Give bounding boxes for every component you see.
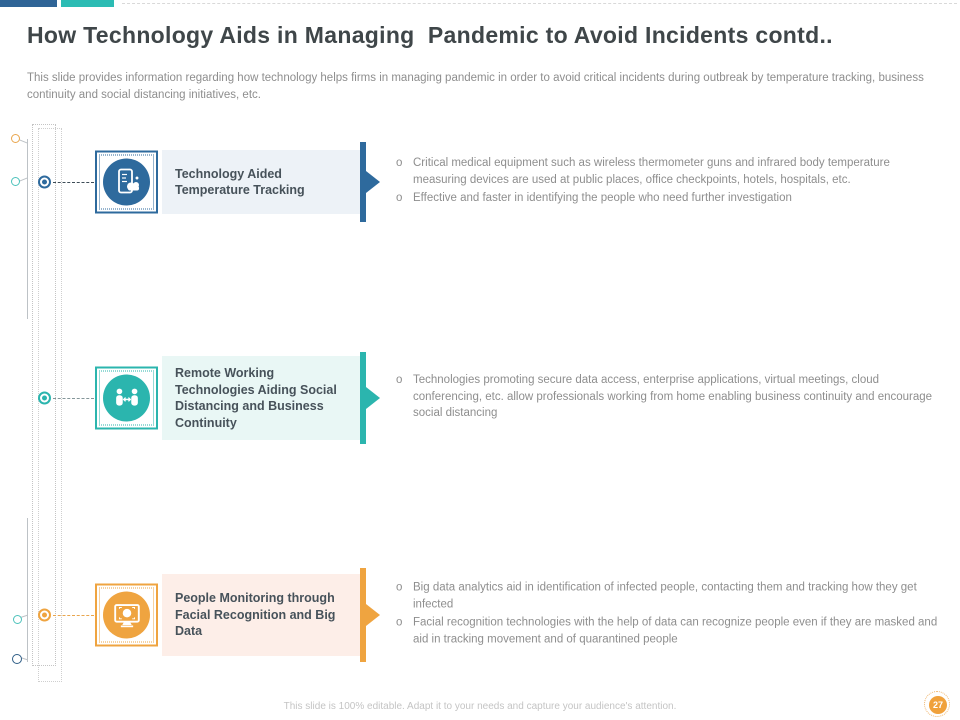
icon-frame xyxy=(95,584,158,647)
label-box xyxy=(162,150,360,214)
bullet-item xyxy=(396,155,944,188)
footer-note: This slide is 100% editable. Adapt it to your needs and capture your audience's attention. xyxy=(283,701,677,712)
social-distancing-icon xyxy=(103,375,150,422)
icon-frame xyxy=(95,367,158,430)
bullet-marker: o xyxy=(396,192,403,205)
bullet-marker: o xyxy=(396,617,403,629)
row-label: People Monitoring through Facial Recognition and Big Data xyxy=(175,591,336,639)
arrow-right-icon xyxy=(366,387,380,409)
row-remote-working xyxy=(0,352,960,444)
rail-dot xyxy=(38,392,51,405)
label-box xyxy=(162,574,360,656)
topbar-teal-segment xyxy=(61,0,114,7)
topbar-navy-segment xyxy=(0,0,57,7)
bullet-marker: o xyxy=(396,156,403,169)
smartphone-temperature-icon xyxy=(103,159,150,206)
dashed-leader-line xyxy=(53,398,94,399)
row-facial-recognition xyxy=(0,568,960,662)
bullet-text: Effective and faster in identifying the people who need further investigation xyxy=(413,192,792,205)
bullet-list xyxy=(396,580,944,651)
bullet-item xyxy=(396,580,944,613)
bullet-text: Technologies promoting secure data access, enterprise applications, virtual meetings, cloud conferencing, etc. allow professionals working from home enabling business continuity and encourage social distancing xyxy=(413,373,933,420)
bullet-text: Facial recognition technologies with the help of data can recognize people even if they are masked and aid in tracking movement and of quarantined people xyxy=(413,617,938,646)
page-subtitle: This slide provides information regarding how technology helps firms in managing pandemic in order to avoid critical incidents during outbreak by temperature tracking, business continuity and social distancing initiatives, etc. xyxy=(27,72,924,102)
rail-dot xyxy=(38,609,51,622)
page-title: How Technology Aids in Managing Pandemic to Avoid Incidents contd.. xyxy=(27,22,833,48)
row-label: Remote Working Technologies Aiding Social Distancing and Business Continuity xyxy=(175,366,337,430)
row-temperature-tracking xyxy=(0,142,960,222)
dashed-leader-line xyxy=(53,182,94,183)
label-box xyxy=(162,356,360,440)
dashed-leader-line xyxy=(53,615,94,616)
bullet-item xyxy=(396,190,944,207)
bullet-text: Critical medical equipment such as wireless thermometer guns and infrared body temperature measuring devices are used at public places, office checkpoints, hotels, hospitals, etc. xyxy=(413,156,890,186)
bullet-item xyxy=(396,615,944,648)
icon-frame xyxy=(95,151,158,214)
bullet-list xyxy=(396,155,944,209)
bullet-marker: o xyxy=(396,373,403,386)
arrow-right-icon xyxy=(366,171,380,193)
arrow-right-icon xyxy=(366,604,380,626)
rail-dot xyxy=(38,176,51,189)
row-label: Technology Aided Temperature Tracking xyxy=(175,166,305,197)
bullet-marker: o xyxy=(396,581,403,594)
bullet-list xyxy=(396,372,944,424)
facial-recognition-monitor-icon xyxy=(103,592,150,639)
bullet-item xyxy=(396,372,944,422)
page-number-badge: 27 xyxy=(929,696,947,714)
topbar-dashed-line xyxy=(122,3,957,4)
bullet-text: Big data analytics aid in identification of infected people, contacting them and tracking how they get infected xyxy=(413,581,917,611)
